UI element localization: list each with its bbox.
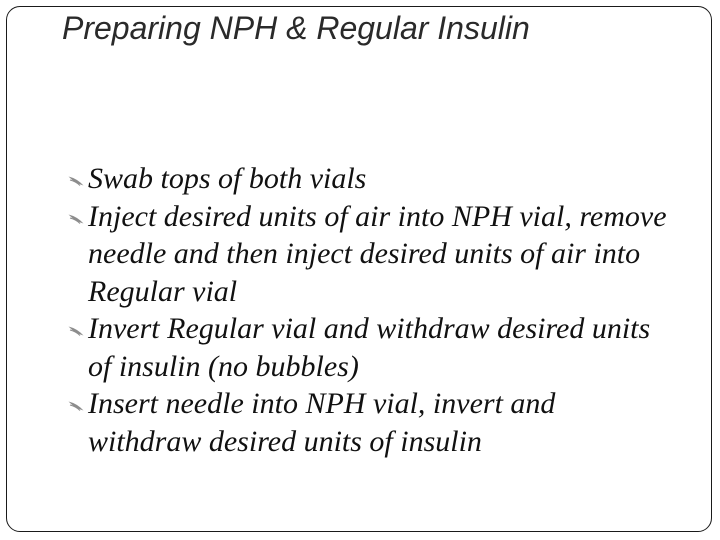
bullet-item xyxy=(68,198,668,311)
wing-bullet-icon xyxy=(68,400,85,412)
bullet-text: Swab tops of both vials xyxy=(88,162,367,195)
bullet-item xyxy=(68,160,668,198)
wing-bullet-icon xyxy=(68,325,85,337)
bullet-text: Insert needle into NPH vial, invert and withdraw desired units of insulin xyxy=(88,387,556,458)
wing-bullet-icon xyxy=(68,213,85,225)
bullet-text: Invert Regular vial and withdraw desired units of insulin (no bubbles) xyxy=(88,312,651,383)
bullet-text: Inject desired units of air into NPH vial, remove needle and then inject desired units of air into Regular vial xyxy=(88,199,667,308)
wing-bullet-icon xyxy=(68,175,85,187)
slide-title: Preparing NPH & Regular Insulin xyxy=(62,10,530,46)
bullet-item xyxy=(68,310,668,385)
bullet-item xyxy=(68,385,668,460)
bullet-list xyxy=(68,160,668,460)
